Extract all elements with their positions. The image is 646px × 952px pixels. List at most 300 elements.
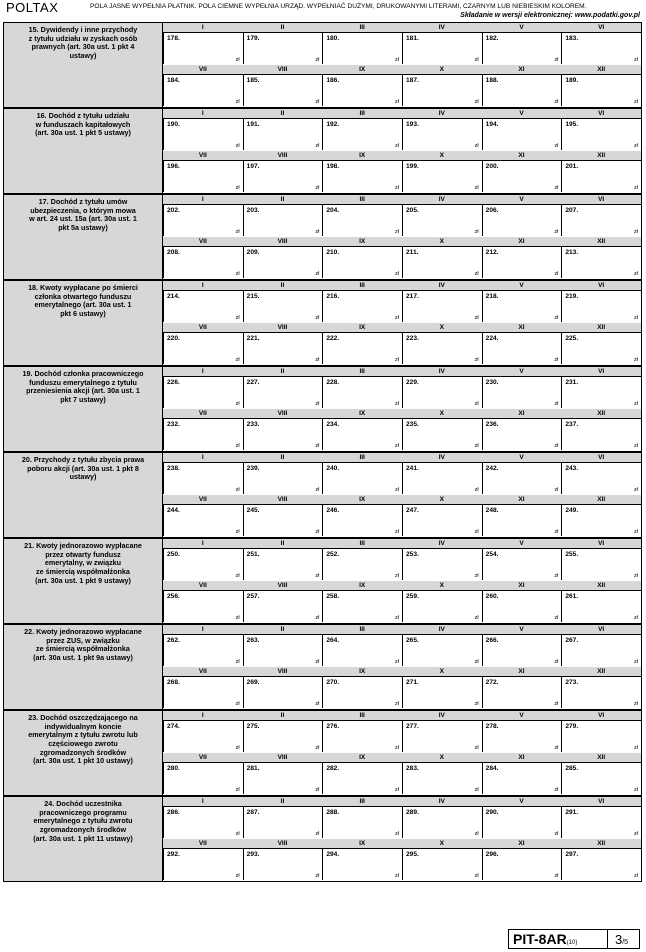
- amount-field[interactable]: [561, 377, 641, 408]
- amount-field[interactable]: [322, 205, 402, 236]
- currency-unit: zł: [554, 357, 559, 363]
- amount-field[interactable]: [561, 333, 641, 364]
- amount-field[interactable]: [163, 849, 243, 880]
- column-header-row: [163, 151, 641, 161]
- amount-field[interactable]: [561, 807, 641, 838]
- field-number: 278.: [485, 723, 499, 730]
- column-header: X: [439, 668, 444, 675]
- column-header: XI: [518, 152, 525, 159]
- column-header-row: [163, 625, 641, 635]
- field-number: 191.: [246, 121, 260, 128]
- field-number: 284.: [485, 765, 499, 772]
- column-header-row: [163, 367, 641, 377]
- column-header: XII: [597, 840, 606, 847]
- field-number: 226.: [167, 379, 180, 386]
- field-number: 208.: [167, 249, 180, 256]
- column-header: II: [280, 454, 285, 461]
- amount-field[interactable]: [163, 463, 243, 494]
- amount-field[interactable]: [482, 291, 562, 322]
- amount-field[interactable]: [322, 377, 402, 408]
- field-number: 292.: [167, 851, 180, 858]
- field-row: [163, 677, 641, 709]
- amount-field[interactable]: [482, 419, 562, 450]
- field-number: 197.: [246, 163, 260, 170]
- currency-unit: zł: [235, 443, 240, 449]
- amount-field[interactable]: [163, 591, 243, 622]
- column-header: VIII: [277, 754, 288, 761]
- field-number: 216.: [326, 293, 340, 300]
- field-number: 296.: [485, 851, 499, 858]
- amount-field[interactable]: [163, 635, 243, 666]
- field-number: 188.: [485, 77, 499, 84]
- amount-field[interactable]: [561, 247, 641, 278]
- amount-field[interactable]: [561, 33, 641, 64]
- currency-unit: zł: [395, 315, 399, 321]
- amount-field[interactable]: [561, 463, 641, 494]
- amount-field[interactable]: [243, 505, 323, 536]
- amount-field[interactable]: [322, 247, 402, 278]
- field-number: 209.: [246, 249, 260, 256]
- currency-unit: zł: [235, 185, 240, 191]
- currency-unit: zł: [634, 229, 638, 235]
- field-number: 260.: [485, 593, 499, 600]
- column-header: V: [519, 24, 524, 31]
- amount-field[interactable]: [482, 75, 562, 106]
- amount-field[interactable]: [163, 807, 243, 838]
- amount-field[interactable]: [322, 763, 402, 794]
- column-header: X: [439, 324, 444, 331]
- amount-field[interactable]: [402, 677, 482, 708]
- amount-field[interactable]: [402, 591, 482, 622]
- field-row: [163, 377, 641, 409]
- currency-unit: zł: [554, 271, 559, 277]
- amount-field[interactable]: [243, 463, 323, 494]
- column-header: VII: [198, 754, 207, 761]
- field-number: 277.: [406, 723, 419, 730]
- field-number: 239.: [246, 465, 260, 472]
- currency-unit: zł: [395, 573, 399, 579]
- currency-unit: zł: [315, 659, 320, 665]
- amount-field[interactable]: [322, 33, 402, 64]
- amount-field[interactable]: [163, 333, 243, 364]
- amount-field[interactable]: [482, 119, 562, 150]
- currency-unit: zł: [395, 229, 399, 235]
- amount-field[interactable]: [322, 333, 402, 364]
- form-footer: [508, 929, 640, 949]
- amount-field[interactable]: [561, 549, 641, 580]
- amount-field[interactable]: [561, 763, 641, 794]
- amount-field[interactable]: [561, 161, 641, 192]
- amount-field[interactable]: [243, 419, 323, 450]
- amount-field[interactable]: [402, 75, 482, 106]
- field-row: [163, 849, 641, 881]
- amount-field[interactable]: [322, 721, 402, 752]
- amount-field[interactable]: [402, 161, 482, 192]
- amount-field[interactable]: [243, 849, 323, 880]
- amount-field[interactable]: [163, 763, 243, 794]
- amount-field[interactable]: [243, 721, 323, 752]
- amount-field[interactable]: [561, 75, 641, 106]
- amount-field[interactable]: [561, 419, 641, 450]
- amount-field[interactable]: [243, 75, 323, 106]
- amount-field[interactable]: [163, 377, 243, 408]
- amount-field[interactable]: [322, 161, 402, 192]
- currency-unit: zł: [474, 787, 479, 793]
- section-label: 18. Kwoty wypłacane po śmierci członka otwartego funduszu emerytalnego (art. 30a ust. 1 pkt 6 ustawy): [4, 281, 163, 365]
- form-sections: [3, 22, 642, 886]
- currency-unit: zł: [235, 745, 240, 751]
- section-label: 22. Kwoty jednorazowo wypłacane przez ZUS, w związku ze śmiercią współmałżonka (art. 30a ust. 1 pkt 9a ustawy): [4, 625, 163, 709]
- currency-unit: zł: [395, 143, 399, 149]
- field-number: 194.: [485, 121, 499, 128]
- field-number: 267.: [565, 637, 579, 644]
- field-number: 187.: [406, 77, 419, 84]
- column-header: X: [439, 582, 444, 589]
- currency-unit: zł: [235, 143, 240, 149]
- field-number: 217.: [406, 293, 419, 300]
- amount-field[interactable]: [482, 549, 562, 580]
- field-number: 192.: [326, 121, 340, 128]
- column-header: XI: [518, 238, 525, 245]
- amount-field[interactable]: [163, 205, 243, 236]
- column-header: XI: [518, 668, 525, 675]
- amount-field[interactable]: [243, 119, 323, 150]
- field-number: 235.: [406, 421, 419, 428]
- field-number: 221.: [246, 335, 260, 342]
- column-header: IX: [359, 582, 366, 589]
- column-header-row: [163, 495, 641, 505]
- currency-unit: zł: [395, 443, 399, 449]
- field-row: [163, 419, 641, 451]
- currency-unit: zł: [235, 787, 240, 793]
- amount-field[interactable]: [163, 247, 243, 278]
- amount-field[interactable]: [482, 247, 562, 278]
- amount-field[interactable]: [243, 591, 323, 622]
- amount-field[interactable]: [402, 807, 482, 838]
- amount-field[interactable]: [163, 549, 243, 580]
- amount-field[interactable]: [402, 635, 482, 666]
- field-number: 219.: [565, 293, 579, 300]
- amount-field[interactable]: [482, 505, 562, 536]
- amount-field[interactable]: [322, 463, 402, 494]
- column-header: II: [280, 368, 285, 375]
- currency-unit: zł: [474, 745, 479, 751]
- column-header: IV: [438, 540, 445, 547]
- amount-field[interactable]: [322, 591, 402, 622]
- amount-field[interactable]: [243, 33, 323, 64]
- amount-field[interactable]: [243, 247, 323, 278]
- field-number: 291.: [565, 809, 579, 816]
- amount-field[interactable]: [402, 247, 482, 278]
- amount-field[interactable]: [561, 677, 641, 708]
- amount-field[interactable]: [402, 549, 482, 580]
- field-number: 178.: [167, 35, 180, 42]
- field-number: 268.: [167, 679, 180, 686]
- amount-field[interactable]: [402, 505, 482, 536]
- field-row: [163, 721, 641, 753]
- column-header: II: [280, 24, 285, 31]
- field-number: 258.: [326, 593, 340, 600]
- field-number: 241.: [406, 465, 419, 472]
- column-header-row: [163, 539, 641, 549]
- amount-field[interactable]: [243, 549, 323, 580]
- column-header: IX: [359, 152, 366, 159]
- currency-unit: zł: [474, 443, 479, 449]
- currency-unit: zł: [315, 573, 320, 579]
- amount-field[interactable]: [561, 591, 641, 622]
- amount-field[interactable]: [402, 463, 482, 494]
- amount-field[interactable]: [322, 291, 402, 322]
- amount-field[interactable]: [322, 849, 402, 880]
- section-label: 15. Dywidendy i inne przychody z tytułu udziału w zyskach osób prawnych (art. 30a ust. 1 pkt 4 ustawy): [4, 23, 163, 107]
- amount-field[interactable]: [322, 549, 402, 580]
- amount-field[interactable]: [482, 33, 562, 64]
- amount-field[interactable]: [243, 763, 323, 794]
- column-header: II: [280, 282, 285, 289]
- amount-field[interactable]: [243, 205, 323, 236]
- field-number: 273.: [565, 679, 579, 686]
- amount-field[interactable]: [482, 333, 562, 364]
- section-label: 21. Kwoty jednorazowo wypłacane przez otwarty fundusz emerytalny, w związku ze śmiercią współmałżonka (art. 30a ust. 1 pkt 9 ustawy): [4, 539, 163, 623]
- field-number: 199.: [406, 163, 419, 170]
- amount-field[interactable]: [243, 291, 323, 322]
- currency-unit: zł: [554, 831, 559, 837]
- field-number: 232.: [167, 421, 180, 428]
- column-header: IV: [438, 712, 445, 719]
- column-header-row: [163, 797, 641, 807]
- amount-field[interactable]: [561, 721, 641, 752]
- amount-field[interactable]: [561, 505, 641, 536]
- amount-field[interactable]: [482, 161, 562, 192]
- currency-unit: zł: [395, 745, 399, 751]
- amount-field[interactable]: [482, 849, 562, 880]
- amount-field[interactable]: [402, 763, 482, 794]
- amount-field[interactable]: [561, 119, 641, 150]
- currency-unit: zł: [235, 357, 240, 363]
- field-number: 223.: [406, 335, 419, 342]
- field-number: 220.: [167, 335, 180, 342]
- amount-field[interactable]: [402, 205, 482, 236]
- amount-field[interactable]: [402, 119, 482, 150]
- amount-field[interactable]: [482, 205, 562, 236]
- amount-field[interactable]: [482, 763, 562, 794]
- column-header: IV: [438, 110, 445, 117]
- section-label: 23. Dochód oszczędzającego na indywidualnym koncie emerytalnym z tytułu zwrotu lub częściowego zwrotu zgromadzonych środków (art. 30a ust. 1 pkt 10 ustawy): [4, 711, 163, 795]
- amount-field[interactable]: [402, 377, 482, 408]
- form-section: [3, 366, 642, 452]
- field-number: 255.: [565, 551, 579, 558]
- currency-unit: zł: [395, 529, 399, 535]
- column-header: III: [359, 798, 365, 805]
- currency-unit: zł: [474, 99, 479, 105]
- currency-unit: zł: [554, 185, 559, 191]
- amount-field[interactable]: [482, 463, 562, 494]
- amount-field[interactable]: [322, 505, 402, 536]
- column-header: III: [359, 368, 365, 375]
- currency-unit: zł: [315, 487, 320, 493]
- column-header: VI: [598, 454, 605, 461]
- currency-unit: zł: [634, 315, 638, 321]
- column-header: IV: [438, 282, 445, 289]
- field-number: 250.: [167, 551, 180, 558]
- amount-field[interactable]: [322, 119, 402, 150]
- amount-field[interactable]: [322, 75, 402, 106]
- column-header: XI: [518, 582, 525, 589]
- form-section: [3, 280, 642, 366]
- section-label: 24. Dochód uczestnika pracowniczego programu emerytalnego z tytułu zwrotu zgromadzonych środków (art. 30a ust. 1 pkt 11 ustawy): [4, 797, 163, 881]
- field-number: 203.: [246, 207, 260, 214]
- field-number: 238.: [167, 465, 180, 472]
- field-number: 254.: [485, 551, 499, 558]
- amount-field[interactable]: [243, 161, 323, 192]
- field-number: 211.: [406, 249, 419, 256]
- currency-unit: zł: [315, 787, 320, 793]
- amount-field[interactable]: [402, 721, 482, 752]
- field-number: 246.: [326, 507, 340, 514]
- amount-field[interactable]: [322, 677, 402, 708]
- field-number: 269.: [246, 679, 260, 686]
- column-header: XII: [597, 668, 606, 675]
- column-header: I: [201, 626, 204, 633]
- currency-unit: zł: [315, 99, 320, 105]
- amount-field[interactable]: [322, 635, 402, 666]
- amount-field[interactable]: [163, 419, 243, 450]
- field-number: 252.: [326, 551, 340, 558]
- field-number: 270.: [326, 679, 340, 686]
- currency-unit: zł: [395, 357, 399, 363]
- amount-field[interactable]: [163, 505, 243, 536]
- amount-field[interactable]: [322, 807, 402, 838]
- amount-field[interactable]: [402, 849, 482, 880]
- amount-field[interactable]: [243, 807, 323, 838]
- field-number: 231.: [565, 379, 579, 386]
- currency-unit: zł: [554, 401, 559, 407]
- column-header: XII: [597, 496, 606, 503]
- column-header: III: [359, 712, 365, 719]
- amount-field[interactable]: [482, 377, 562, 408]
- column-header: II: [280, 540, 285, 547]
- amount-field[interactable]: [482, 635, 562, 666]
- currency-unit: zł: [634, 357, 638, 363]
- column-header: II: [280, 712, 285, 719]
- amount-field[interactable]: [561, 205, 641, 236]
- column-header: IV: [438, 798, 445, 805]
- currency-unit: zł: [554, 873, 559, 879]
- amount-field[interactable]: [163, 291, 243, 322]
- amount-field[interactable]: [561, 635, 641, 666]
- column-header: XI: [518, 410, 525, 417]
- column-header: VII: [198, 66, 207, 73]
- currency-unit: zł: [554, 143, 559, 149]
- column-header-row: [163, 711, 641, 721]
- amount-field[interactable]: [402, 419, 482, 450]
- currency-unit: zł: [395, 271, 399, 277]
- field-number: 271.: [406, 679, 419, 686]
- currency-unit: zł: [395, 401, 399, 407]
- column-header-row: [163, 409, 641, 419]
- form-section: [3, 452, 642, 538]
- field-number: 200.: [485, 163, 499, 170]
- field-number: 275.: [246, 723, 260, 730]
- amount-field[interactable]: [163, 119, 243, 150]
- electronic-filing-note: Składanie w wersji elektronicznej: www.podatki.gov.pl: [460, 12, 640, 19]
- amount-field[interactable]: [243, 635, 323, 666]
- column-header: VIII: [277, 496, 288, 503]
- field-number: 229.: [406, 379, 419, 386]
- field-row: [163, 591, 641, 623]
- field-number: 224.: [485, 335, 499, 342]
- column-header: III: [359, 540, 365, 547]
- amount-field[interactable]: [243, 333, 323, 364]
- currency-unit: zł: [474, 315, 479, 321]
- amount-field[interactable]: [402, 33, 482, 64]
- currency-unit: zł: [235, 57, 240, 63]
- currency-unit: zł: [634, 831, 638, 837]
- column-header: XII: [597, 410, 606, 417]
- section-label: 17. Dochód z tytułu umów ubezpieczenia, o którym mowa w art. 24 ust. 15a (art. 30a ust. 1 pkt 5a ustawy): [4, 195, 163, 279]
- field-number: 290.: [485, 809, 499, 816]
- form-name-text: PIT-8AR: [513, 931, 567, 947]
- amount-field[interactable]: [402, 291, 482, 322]
- column-header: IX: [359, 238, 366, 245]
- currency-unit: zł: [474, 573, 479, 579]
- amount-field[interactable]: [243, 377, 323, 408]
- column-header: VIII: [277, 152, 288, 159]
- column-header: II: [280, 196, 285, 203]
- form-section: [3, 624, 642, 710]
- field-row: [163, 635, 641, 667]
- amount-field[interactable]: [561, 291, 641, 322]
- amount-field[interactable]: [322, 419, 402, 450]
- currency-unit: zł: [235, 831, 240, 837]
- amount-field[interactable]: [163, 75, 243, 106]
- column-header: IX: [359, 410, 366, 417]
- currency-unit: zł: [554, 229, 559, 235]
- currency-unit: zł: [235, 659, 240, 665]
- column-header: V: [519, 712, 524, 719]
- amount-field[interactable]: [163, 33, 243, 64]
- column-header: VI: [598, 540, 605, 547]
- amount-field[interactable]: [482, 721, 562, 752]
- column-header: X: [439, 496, 444, 503]
- column-header-row: [163, 753, 641, 763]
- field-number: 222.: [326, 335, 340, 342]
- field-number: 179.: [246, 35, 260, 42]
- column-header: VIII: [277, 66, 288, 73]
- field-number: 180.: [326, 35, 340, 42]
- amount-field[interactable]: [482, 677, 562, 708]
- currency-unit: zł: [634, 271, 638, 277]
- field-number: 196.: [167, 163, 180, 170]
- amount-field[interactable]: [482, 807, 562, 838]
- currency-unit: zł: [554, 701, 559, 707]
- amount-field[interactable]: [163, 677, 243, 708]
- currency-unit: zł: [554, 529, 559, 535]
- amount-field[interactable]: [482, 591, 562, 622]
- amount-field[interactable]: [402, 333, 482, 364]
- field-number: 280.: [167, 765, 180, 772]
- column-header: X: [439, 152, 444, 159]
- field-number: 225.: [565, 335, 579, 342]
- amount-field[interactable]: [561, 849, 641, 880]
- amount-field[interactable]: [163, 161, 243, 192]
- amount-field[interactable]: [163, 721, 243, 752]
- column-header: XII: [597, 66, 606, 73]
- currency-unit: zł: [315, 143, 320, 149]
- field-number: 274.: [167, 723, 180, 730]
- column-header: I: [201, 368, 204, 375]
- amount-field[interactable]: [243, 677, 323, 708]
